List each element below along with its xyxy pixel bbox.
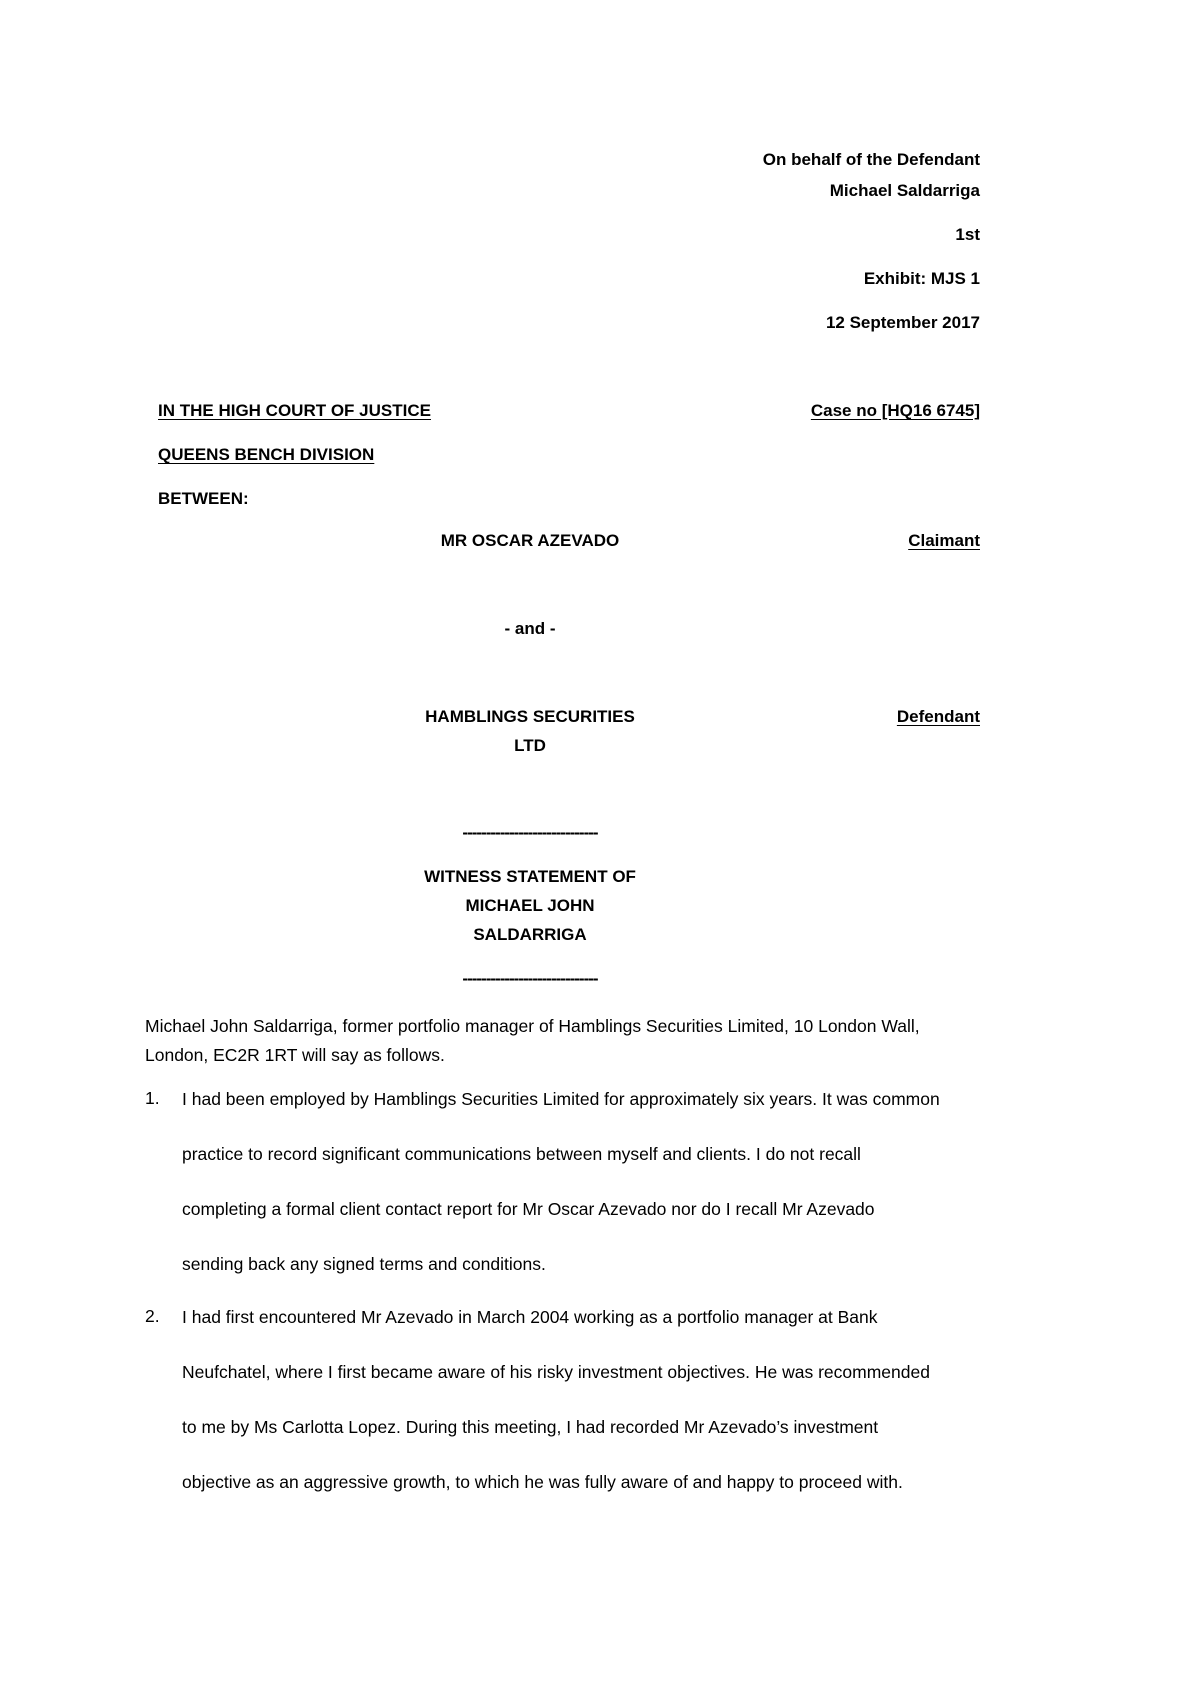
- statement-number: 1st: [955, 225, 980, 244]
- paragraph-line: I had first encountered Mr Azevado in March 2004 working as a portfolio manager at Bank: [182, 1307, 878, 1327]
- defendant-name-line2: LTD: [514, 736, 546, 755]
- paragraph-lines: [182, 1088, 1062, 1308]
- paragraph-2: [145, 1306, 1065, 1526]
- intro-line1: Michael John Saldarriga, former portfolio manager of Hamblings Securities Limited, 10 London Wall,: [145, 1016, 920, 1036]
- claimant-name: MR OSCAR AZEVADO: [440, 531, 620, 550]
- paragraph-line: to me by Ms Carlotta Lopez. During this meeting, I had recorded Mr Azevado’s investment: [182, 1417, 879, 1437]
- title-line1: WITNESS STATEMENT OF: [424, 867, 636, 886]
- intro-line2: London, EC2R 1RT will say as follows.: [145, 1045, 445, 1065]
- paragraph-line: I had been employed by Hamblings Securities Limited for approximately six years. It was common: [182, 1089, 940, 1109]
- between-label: BETWEEN:: [158, 489, 249, 508]
- paragraph-line: sending back any signed terms and conditions.: [182, 1254, 546, 1274]
- exhibit-label: Exhibit: MJS 1: [863, 269, 980, 288]
- and-separator: - and -: [504, 619, 556, 638]
- statement-date: 12 September 2017: [825, 313, 980, 332]
- paragraph-1: [145, 1088, 1065, 1308]
- court-division: QUEENS BENCH DIVISION: [158, 445, 375, 464]
- case-number: Case no [HQ16 6745]: [810, 401, 980, 420]
- title-line3: SALDARRIGA: [473, 925, 587, 944]
- defendant-role: Defendant: [896, 707, 980, 726]
- witness-name: Michael Saldarriga: [829, 181, 980, 200]
- paragraph-line: objective as an aggressive growth, to which he was fully aware of and happy to proceed with.: [182, 1472, 903, 1492]
- paragraph-line: Neufchatel, where I first became aware of his risky investment objectives. He was recommended: [182, 1362, 930, 1382]
- title-rule-bottom: -----------------------------: [462, 969, 598, 988]
- court-name: IN THE HIGH COURT OF JUSTICE: [158, 401, 431, 420]
- defendant-name-line1: HAMBLINGS SECURITIES: [425, 707, 635, 726]
- claimant-role: Claimant: [908, 531, 980, 550]
- on-behalf-label: On behalf of the Defendant: [762, 150, 980, 169]
- paragraph-lines: [182, 1306, 1062, 1526]
- paragraph-line: completing a formal client contact report for Mr Oscar Azevado nor do I recall Mr Azevado: [182, 1199, 875, 1219]
- paragraph-line: practice to record significant communications between myself and clients. I do not recall: [182, 1144, 861, 1164]
- paragraph-number: 1.: [145, 1088, 160, 1108]
- title-line2: MICHAEL JOHN: [465, 896, 595, 915]
- title-rule-top: -----------------------------: [462, 823, 598, 842]
- paragraph-number: 2.: [145, 1306, 160, 1326]
